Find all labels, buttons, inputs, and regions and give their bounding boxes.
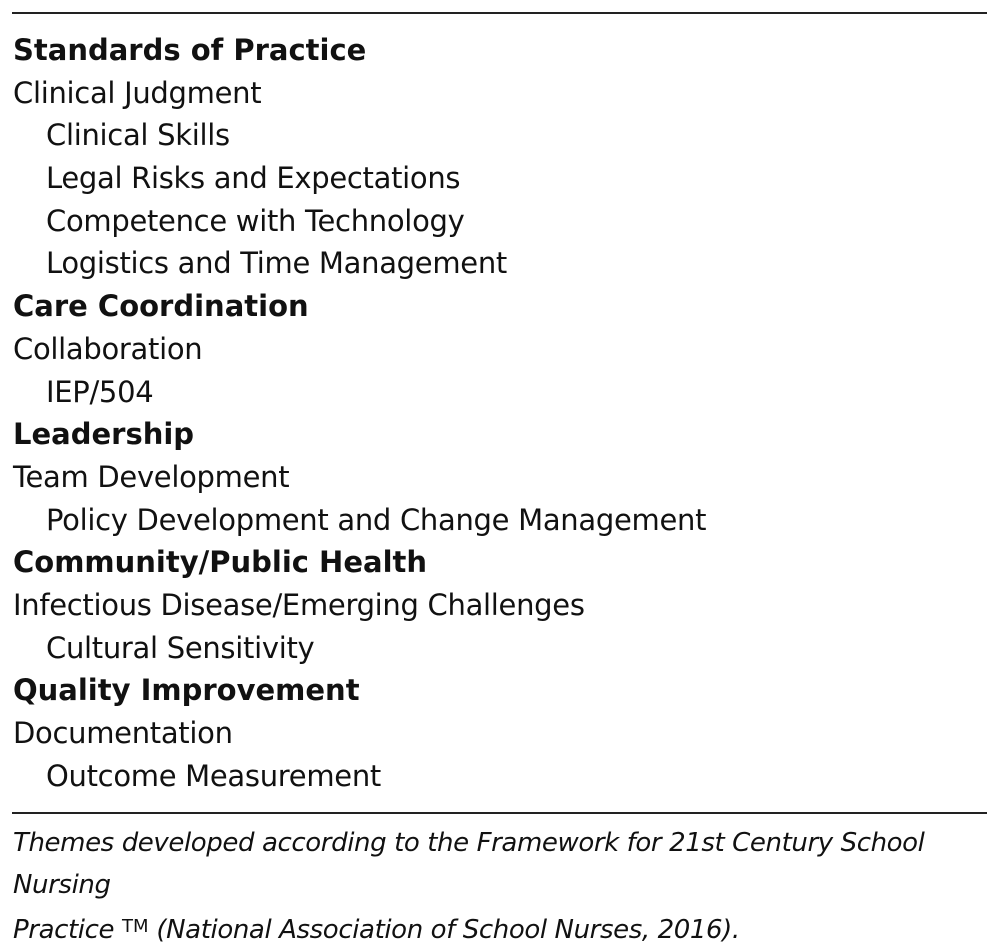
theme-row: Standards of Practice	[13, 33, 367, 67]
theme-row: Quality Improvement	[13, 673, 360, 708]
footnote-line-1: Themes developed according to the Framework for 21st Century School Nursing	[13, 828, 925, 900]
subtheme-row: Infectious Disease/Emerging Challenges	[13, 587, 585, 622]
subtheme-row: Collaboration	[13, 331, 203, 366]
subtheme-item-row: Clinical Skills	[46, 118, 230, 153]
theme-row: Leadership	[13, 417, 195, 452]
top-rule	[12, 12, 987, 14]
theme-row: Community/Public Health	[13, 545, 428, 580]
theme-row: Care Coordination	[13, 289, 309, 324]
trademark-symbol: TM	[121, 916, 149, 937]
subtheme-item-row: IEP/504	[46, 374, 154, 409]
subtheme-item-row: Policy Development and Change Management	[46, 502, 707, 537]
subtheme-item-row: Legal Risks and Expectations	[46, 161, 461, 196]
footnote-citation: (National Association of School Nurses, 2016).	[148, 915, 740, 945]
table-footnote	[13, 822, 988, 951]
subtheme-item-row: Outcome Measurement	[46, 758, 381, 793]
bottom-rule	[12, 812, 987, 814]
subtheme-row: Documentation	[13, 716, 233, 750]
subtheme-row: Clinical Judgment	[13, 75, 262, 110]
subtheme-item-row: Logistics and Time Management	[46, 246, 507, 281]
subtheme-item-row: Cultural Sensitivity	[46, 630, 315, 665]
subtheme-item-row: Competence with Technology	[46, 203, 465, 238]
themes-list	[13, 29, 983, 797]
footnote-line-2-start: Practice	[13, 915, 122, 945]
subtheme-row: Team Development	[13, 459, 290, 494]
